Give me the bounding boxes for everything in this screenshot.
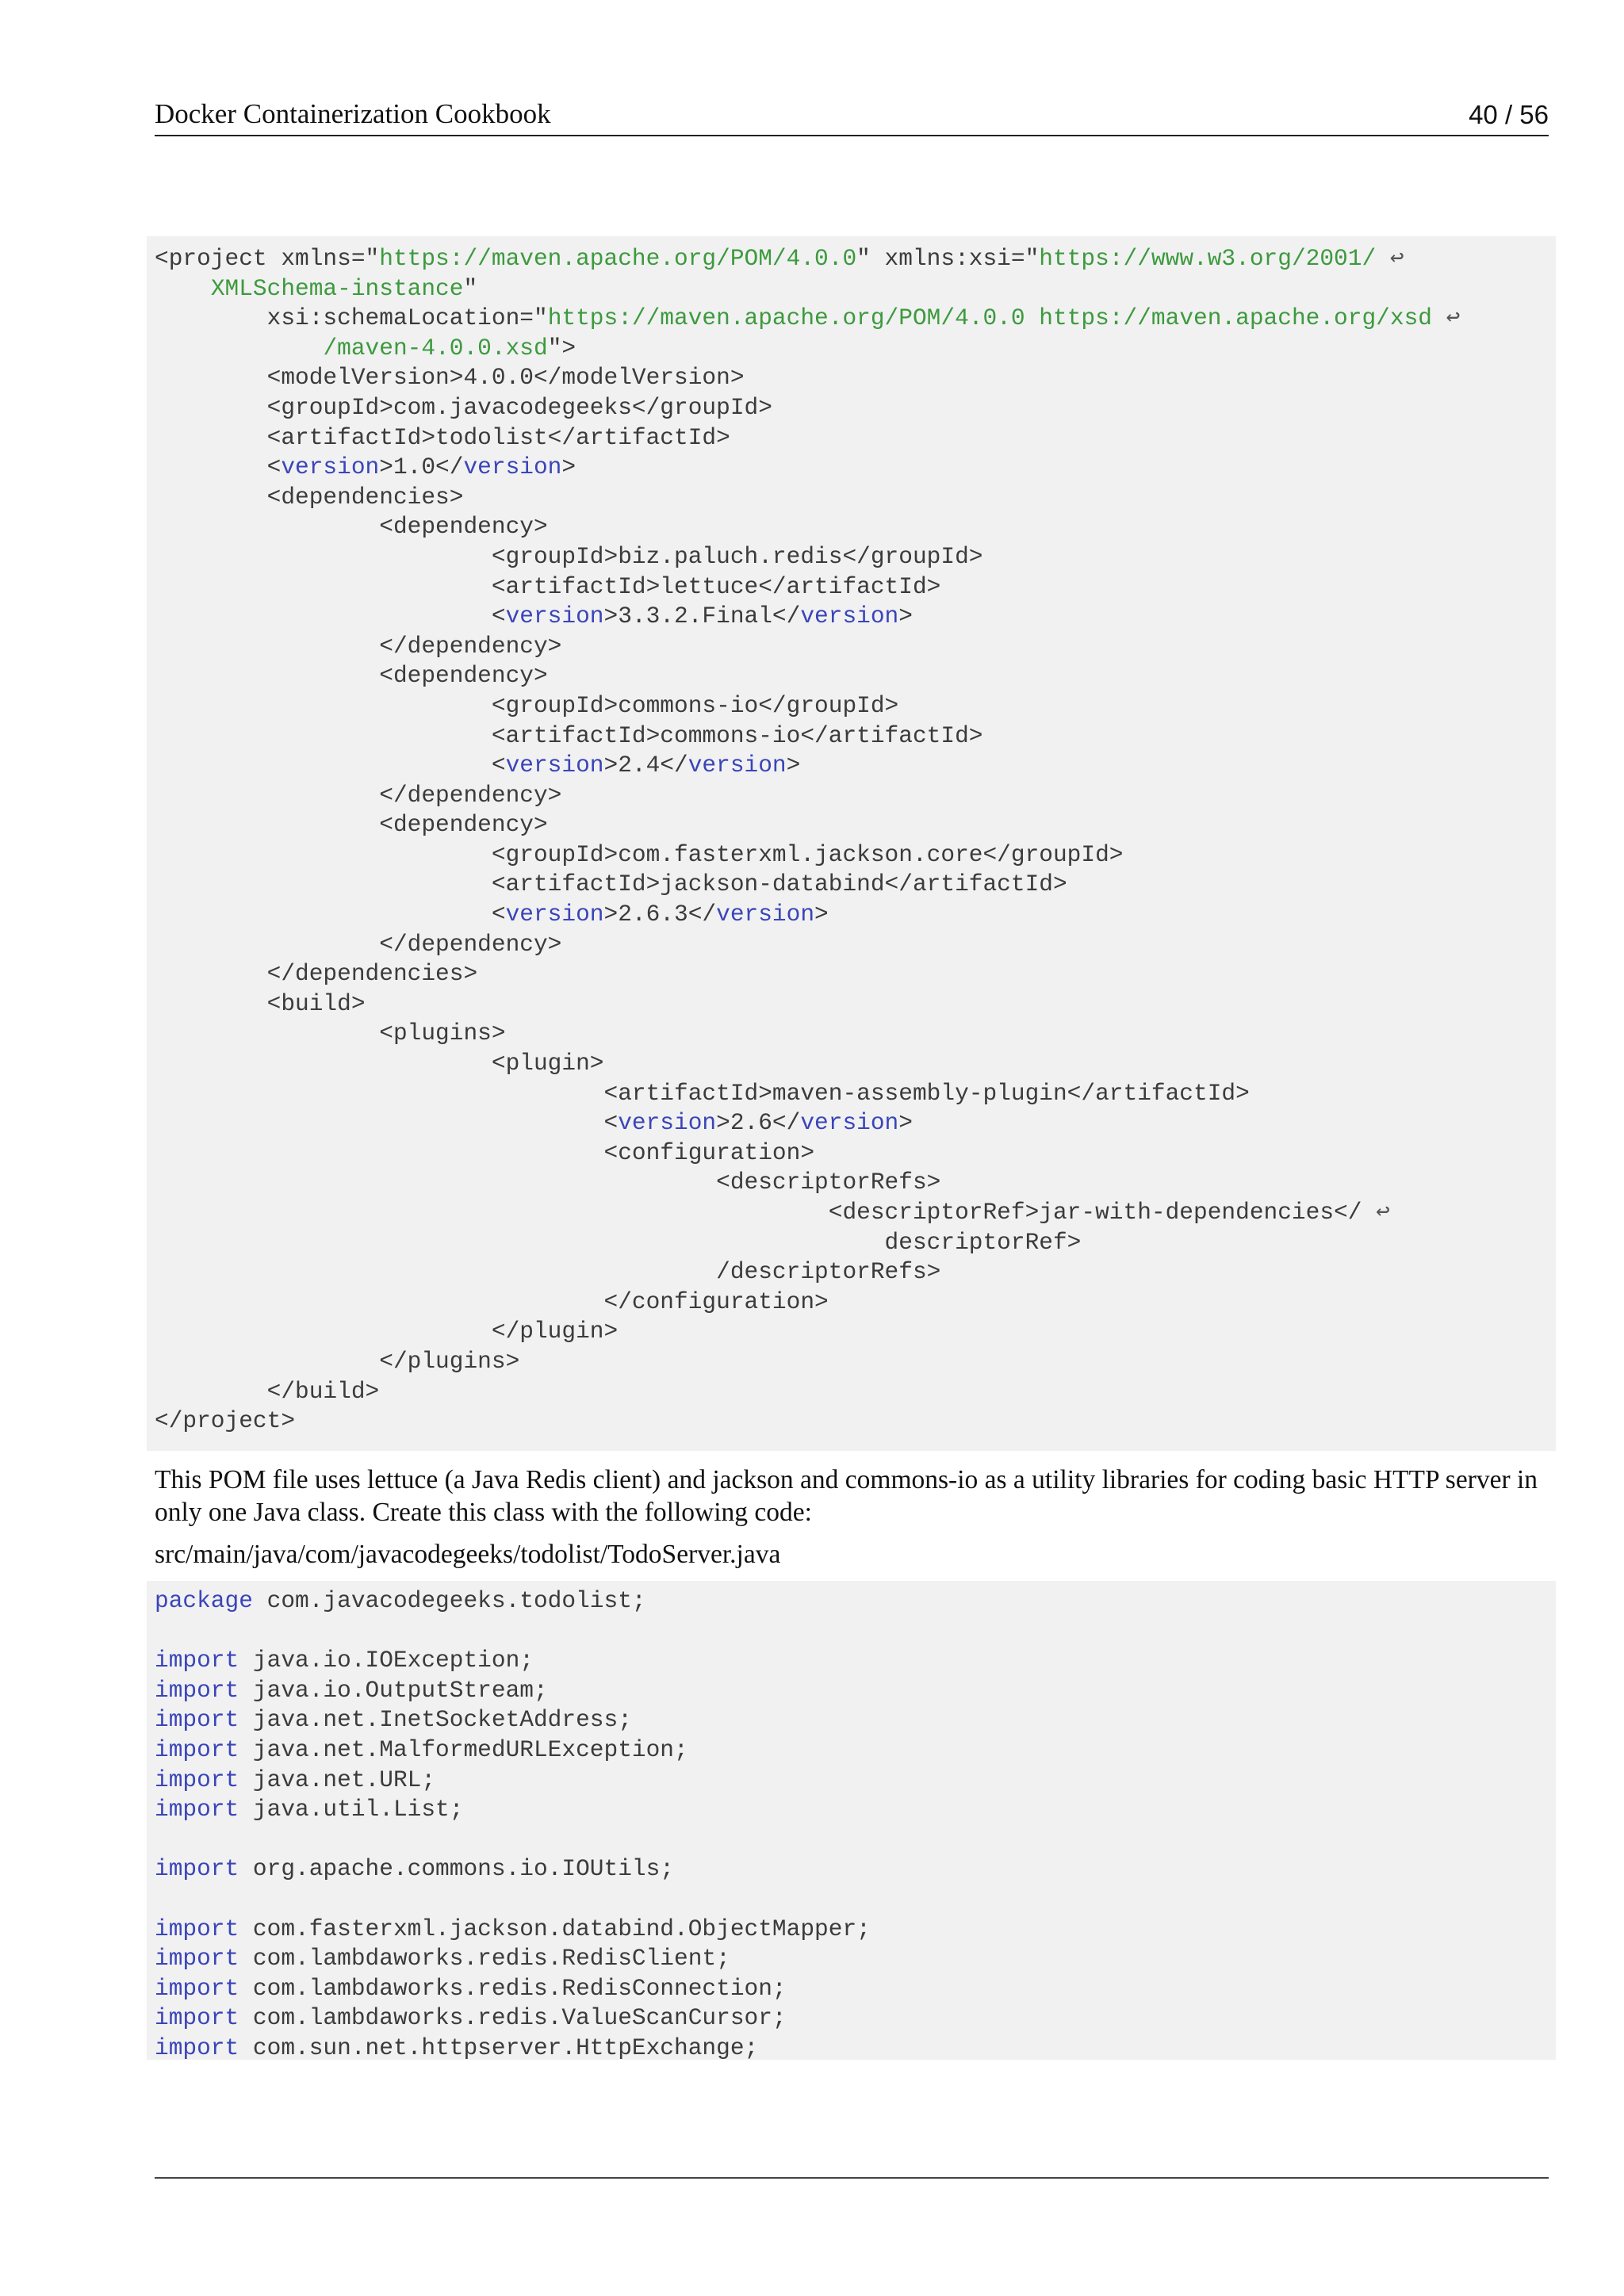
code-line — [155, 1646, 1556, 1676]
code-line — [155, 989, 1556, 1020]
body-paragraph: This POM file uses lettuce (a Java Redis client) and jackson and commons-io as a utility libraries for coding basic HTTP server in only one Java class. Create this class with the following code: — [155, 1465, 1538, 1527]
code-token: import — [155, 1676, 239, 1704]
code-line — [155, 721, 1556, 752]
code-token: > — [561, 453, 576, 481]
code-token — [155, 335, 323, 362]
code-line — [155, 1885, 1556, 1915]
code-token: </dependencies> — [155, 960, 478, 988]
code-line — [155, 691, 1556, 721]
code-token: com.lambdaworks.redis.ValueScanCursor; — [239, 2004, 787, 2032]
code-token: < — [155, 901, 506, 928]
code-line — [155, 363, 1556, 393]
code-token: </dependency> — [155, 632, 562, 660]
code-line — [155, 1019, 1556, 1049]
page-number: 40 / 56 — [1469, 100, 1549, 129]
code-token: <descriptorRef>jar-with-dependencies</ — [155, 1199, 1362, 1226]
code-token: < — [155, 603, 506, 630]
code-token: > — [786, 752, 801, 779]
code-line — [155, 1854, 1556, 1885]
code-token: <configuration> — [155, 1138, 815, 1166]
document-title: Docker Containerization Cookbook — [155, 98, 551, 129]
code-line — [155, 393, 1556, 423]
code-token: >3.3.2.Final</ — [603, 603, 801, 630]
code-line — [155, 1617, 1556, 1647]
code-token: >1.0</ — [379, 453, 464, 481]
code-token: import — [155, 1706, 239, 1734]
code-line — [155, 1974, 1556, 2004]
code-token: import — [155, 1855, 239, 1883]
code-token — [155, 275, 211, 302]
code-token: version — [800, 603, 899, 630]
line-continuation-icon: ↩ — [1362, 1199, 1390, 1226]
code-line — [155, 1586, 1556, 1617]
code-line — [155, 1735, 1556, 1766]
code-line — [155, 2003, 1556, 2034]
code-token: version — [688, 752, 787, 779]
code-token: version — [505, 752, 604, 779]
code-line — [155, 1944, 1556, 1974]
code-line — [155, 959, 1556, 989]
code-token: < — [155, 453, 282, 481]
code-line — [155, 781, 1556, 811]
code-token: com.lambdaworks.redis.RedisClient; — [239, 1945, 730, 1973]
code-token: </configuration> — [155, 1288, 829, 1315]
code-token: java.util.List; — [239, 1796, 464, 1823]
file-path-caption: src/main/java/com/javacodegeeks/todolist/TodoServer.java — [155, 1540, 781, 1569]
code-token: <artifactId>todolist</artifactId> — [155, 423, 730, 451]
code-token: > — [898, 1109, 913, 1137]
code-token: com.lambdaworks.redis.RedisConnection; — [239, 1974, 787, 2002]
code-token: </dependency> — [155, 781, 562, 809]
code-token: > — [898, 603, 913, 630]
code-token: <dependencies> — [155, 483, 464, 511]
code-token: version — [505, 901, 604, 928]
code-token: <descriptorRefs> — [155, 1169, 941, 1196]
code-line — [155, 572, 1556, 603]
code-token: import — [155, 1735, 239, 1763]
code-token: </plugin> — [155, 1318, 619, 1345]
code-token: <dependency> — [155, 662, 548, 690]
code-line — [155, 870, 1556, 900]
code-token: https://maven.apache.org/POM/4.0.0 https://maven.apache.org/xsd — [547, 304, 1432, 332]
code-token: xsi:schemaLocation=" — [155, 304, 548, 332]
code-token: XMLSchema-instance — [210, 274, 464, 302]
code-line — [155, 453, 1556, 483]
code-line — [155, 244, 1556, 274]
code-line — [155, 1705, 1556, 1735]
code-line — [155, 274, 1556, 304]
code-line — [155, 1049, 1556, 1079]
code-line — [155, 810, 1556, 840]
code-token: </project> — [155, 1407, 296, 1435]
code-token: > — [814, 901, 829, 928]
code-token: import — [155, 1945, 239, 1973]
code-line — [155, 1108, 1556, 1138]
page-header — [155, 94, 1549, 136]
code-line — [155, 1288, 1556, 1318]
code-token: version — [716, 901, 815, 928]
code-token: <artifactId>lettuce</artifactId> — [155, 572, 941, 600]
code-line — [155, 1138, 1556, 1169]
code-line — [155, 840, 1556, 871]
code-token: "> — [547, 334, 576, 362]
code-token: import — [155, 1647, 239, 1674]
code-token: <plugin> — [155, 1050, 604, 1077]
footer-rule — [155, 2177, 1549, 2179]
code-token: <artifactId>jackson-databind</artifactId> — [155, 871, 1067, 898]
code-token: java.io.OutputStream; — [239, 1676, 548, 1704]
code-token: java.net.URL; — [239, 1766, 436, 1793]
code-line — [155, 1079, 1556, 1109]
code-line — [155, 1228, 1556, 1258]
code-token: /descriptorRefs> — [155, 1258, 941, 1286]
code-line — [155, 542, 1556, 572]
code-token: descriptorRef> — [155, 1228, 1082, 1256]
code-token: <dependency> — [155, 811, 548, 839]
code-line — [155, 1676, 1556, 1706]
code-token: import — [155, 2034, 239, 2060]
code-line — [155, 304, 1556, 334]
code-token: import — [155, 1974, 239, 2002]
code-line — [155, 1347, 1556, 1377]
code-token: import — [155, 1766, 239, 1793]
code-token: import — [155, 1796, 239, 1823]
code-token: package — [155, 1587, 253, 1614]
code-token: >2.4</ — [603, 752, 688, 779]
code-line — [155, 900, 1556, 930]
code-token: <project xmlns=" — [155, 245, 380, 272]
code-token: < — [155, 1109, 619, 1137]
code-line — [155, 334, 1556, 364]
line-continuation-icon: ↩ — [1431, 304, 1461, 332]
code-token: version — [281, 453, 380, 481]
code-line — [155, 1406, 1556, 1437]
code-token: com.fasterxml.jackson.databind.ObjectMapper; — [239, 1915, 871, 1942]
line-continuation-icon: ↩ — [1376, 245, 1404, 272]
code-token: < — [155, 752, 506, 779]
code-token: <artifactId>commons-io</artifactId> — [155, 721, 983, 749]
code-token: " — [463, 274, 478, 302]
code-token: java.net.InetSocketAddress; — [239, 1706, 632, 1734]
code-line — [155, 751, 1556, 781]
code-token: <groupId>com.fasterxml.jackson.core</groupId> — [155, 840, 1124, 868]
code-line — [155, 1257, 1556, 1288]
code-token: com.javacodegeeks.todolist; — [252, 1587, 646, 1614]
code-token: </plugins> — [155, 1347, 520, 1375]
code-token: com.sun.net.httpserver.HttpExchange; — [239, 2034, 759, 2060]
code-token: https://www.w3.org/2001/ — [1039, 245, 1377, 272]
code-token: </dependency> — [155, 930, 562, 958]
code-token: >2.6.3</ — [603, 901, 717, 928]
code-token: java.net.MalformedURLException; — [239, 1735, 688, 1763]
code-line — [155, 602, 1556, 632]
code-token: >2.6</ — [716, 1109, 801, 1137]
code-line — [155, 1825, 1556, 1855]
code-line — [155, 661, 1556, 691]
code-token: version — [505, 603, 604, 630]
code-token: https://maven.apache.org/POM/4.0.0 — [379, 245, 857, 272]
code-line — [155, 1317, 1556, 1347]
code-token: org.apache.commons.io.IOUtils; — [239, 1855, 675, 1883]
code-token: <groupId>commons-io</groupId> — [155, 691, 899, 719]
code-token: <plugins> — [155, 1020, 506, 1047]
code-token: <artifactId>maven-assembly-plugin</artifactId> — [155, 1079, 1250, 1107]
code-token: version — [463, 453, 562, 481]
code-token: <groupId>biz.paluch.redis</groupId> — [155, 542, 983, 570]
code-token: import — [155, 2004, 239, 2032]
code-line — [155, 1795, 1556, 1825]
code-token: </build> — [155, 1377, 380, 1405]
code-line — [155, 423, 1556, 453]
code-token: version — [618, 1109, 717, 1137]
code-line — [155, 1198, 1556, 1228]
pom-xml-code-block — [147, 236, 1556, 1451]
code-line — [155, 930, 1556, 960]
java-code-block — [147, 1581, 1556, 2060]
code-token: import — [155, 1915, 239, 1942]
code-token: version — [800, 1109, 899, 1137]
code-line — [155, 1915, 1556, 1945]
code-token: <groupId>com.javacodegeeks</groupId> — [155, 393, 772, 421]
code-token: <dependency> — [155, 513, 548, 541]
code-token: " xmlns:xsi=" — [856, 245, 1040, 272]
code-token: <build> — [155, 989, 366, 1017]
code-line — [155, 483, 1556, 513]
code-line — [155, 2034, 1556, 2060]
code-line — [155, 1377, 1556, 1407]
code-line — [155, 632, 1556, 662]
code-token: <modelVersion>4.0.0</modelVersion> — [155, 364, 745, 392]
code-line — [155, 1766, 1556, 1796]
code-token: java.io.IOException; — [239, 1647, 534, 1674]
code-line — [155, 1168, 1556, 1198]
code-line — [155, 512, 1556, 542]
code-token: /maven-4.0.0.xsd — [323, 334, 548, 362]
